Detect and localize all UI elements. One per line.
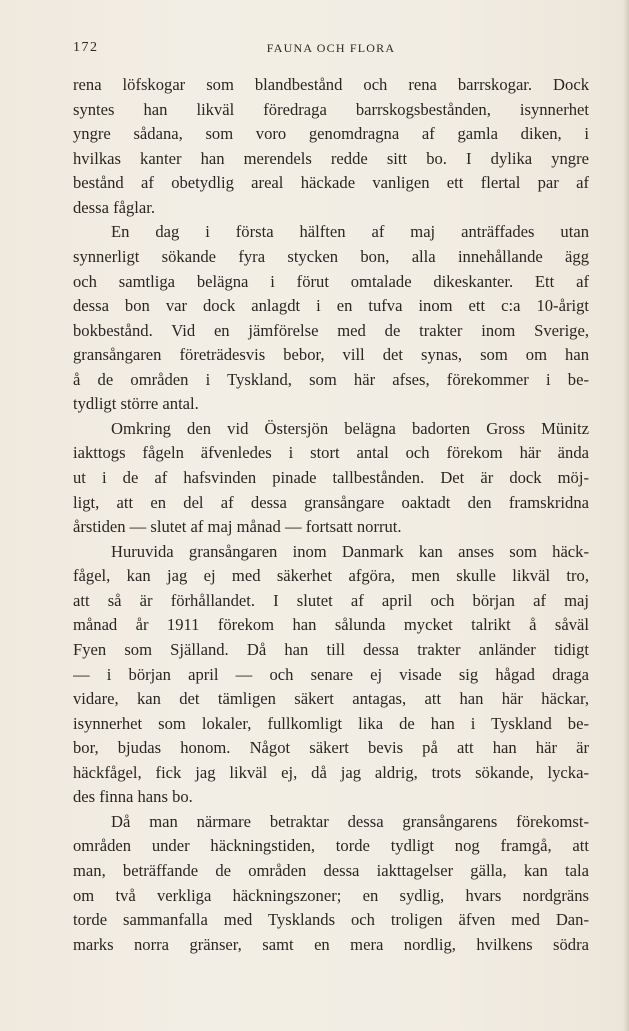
text-line: och samtliga belägna i förut omtalade dikeskanter. Ett af — [73, 271, 589, 291]
text-line: Omkring den vid Östersjön belägna badorten Gross Münitz — [111, 418, 589, 438]
text-line: dessa fåglar. — [73, 197, 156, 217]
text-line: att så är förhållandet. I slutet af april och början af maj — [73, 590, 589, 610]
text-line: des finna hans bo. — [73, 787, 193, 807]
text-line: torde sammanfalla med Tysklands och troligen äfven med Dan- — [73, 910, 589, 930]
text-line: å de områden i Tyskland, som här afses, förekommer i be- — [73, 369, 589, 389]
text-line: iakttogs fågeln äfvenledes i stort antal och förekom här ända — [73, 443, 589, 463]
text-line: Fyen som Själland. Då han till dessa trakter anländer tidigt — [73, 639, 589, 659]
text-line: marks norra gränser, samt en mera nordlig, hvilkens södra — [73, 934, 589, 954]
text-line: Huruvida gransångaren inom Danmark kan anses som häck- — [111, 541, 589, 561]
page-number: 172 — [73, 40, 99, 55]
body-text — [73, 73, 589, 957]
text-line: häckfågel, fick jag likväl ej, då jag aldrig, trots sökande, lycka- — [73, 762, 589, 782]
text-line: årstiden — slutet af maj månad — fortsatt norrut. — [73, 517, 402, 537]
text-line: rena löfskogar som blandbestånd och rena barrskogar. Dock — [73, 75, 589, 94]
text-line: ut i de af hafsvinden pinade tallbestånden. Det är dock möj- — [73, 468, 589, 487]
text-line: man, beträffande de områden dessa iakttagelser gälla, kan tala — [73, 861, 589, 880]
text-line: bestånd af obetydlig areal häckade vanligen ett flertal par af — [73, 173, 589, 193]
text-line: områden under häckningstiden, torde tydligt nog framgå, att — [73, 836, 589, 856]
text-line: ligt, att en del af dessa gransångare oaktadt den framskridna — [73, 492, 589, 512]
text-line: dessa bon var dock anlagdt i en tufva inom ett c:a 10-årigt — [73, 296, 589, 316]
text-line: En dag i första hälften af maj anträffades utan — [111, 222, 589, 242]
text-line: tydligt större antal. — [73, 394, 199, 414]
page-header — [73, 40, 589, 60]
page-edge-shadow — [623, 0, 629, 1031]
text-line: gransångaren företrädesvis bebor, vill det synas, som om han — [73, 345, 589, 365]
running-head: FAUNA OCH FLORA — [266, 41, 396, 55]
text-line: om två verkliga häckningszoner; en sydlig, hvars nordgräns — [73, 885, 589, 905]
text-line: fågel, kan jag ej med säkerhet afgöra, men skulle likväl tro, — [73, 566, 589, 586]
text-line: yngre sådana, som voro genomdragna af gamla diken, i — [73, 124, 589, 144]
text-line: synnerligt sökande fyra stycken bon, alla innehållande ägg — [73, 246, 589, 266]
text-line: syntes han likväl föredraga barrskogsbestånden, isynnerhet — [73, 99, 589, 119]
text-line: bor, bjudas honom. Något säkert bevis på att han här är — [73, 738, 589, 758]
text-line: — i början april — och senare ej visade sig hågad draga — [73, 664, 589, 684]
text-line: bokbestånd. Vid en jämförelse med de trakter inom Sverige, — [73, 320, 589, 340]
text-line: isynnerhet som lokaler, fullkomligt lika de han i Tyskland be- — [73, 713, 589, 733]
text-line: månad år 1911 förekom han sålunda mycket talrikt å såväl — [73, 615, 589, 635]
text-line: hvilkas kanter han merendels redde sitt bo. I dylika yngre — [73, 148, 589, 168]
text-line: Då man närmare betraktar dessa gransångarens förekomst- — [111, 811, 589, 831]
text-line: vidare, kan det tämligen säkert antagas, att han här häckar, — [73, 689, 589, 709]
